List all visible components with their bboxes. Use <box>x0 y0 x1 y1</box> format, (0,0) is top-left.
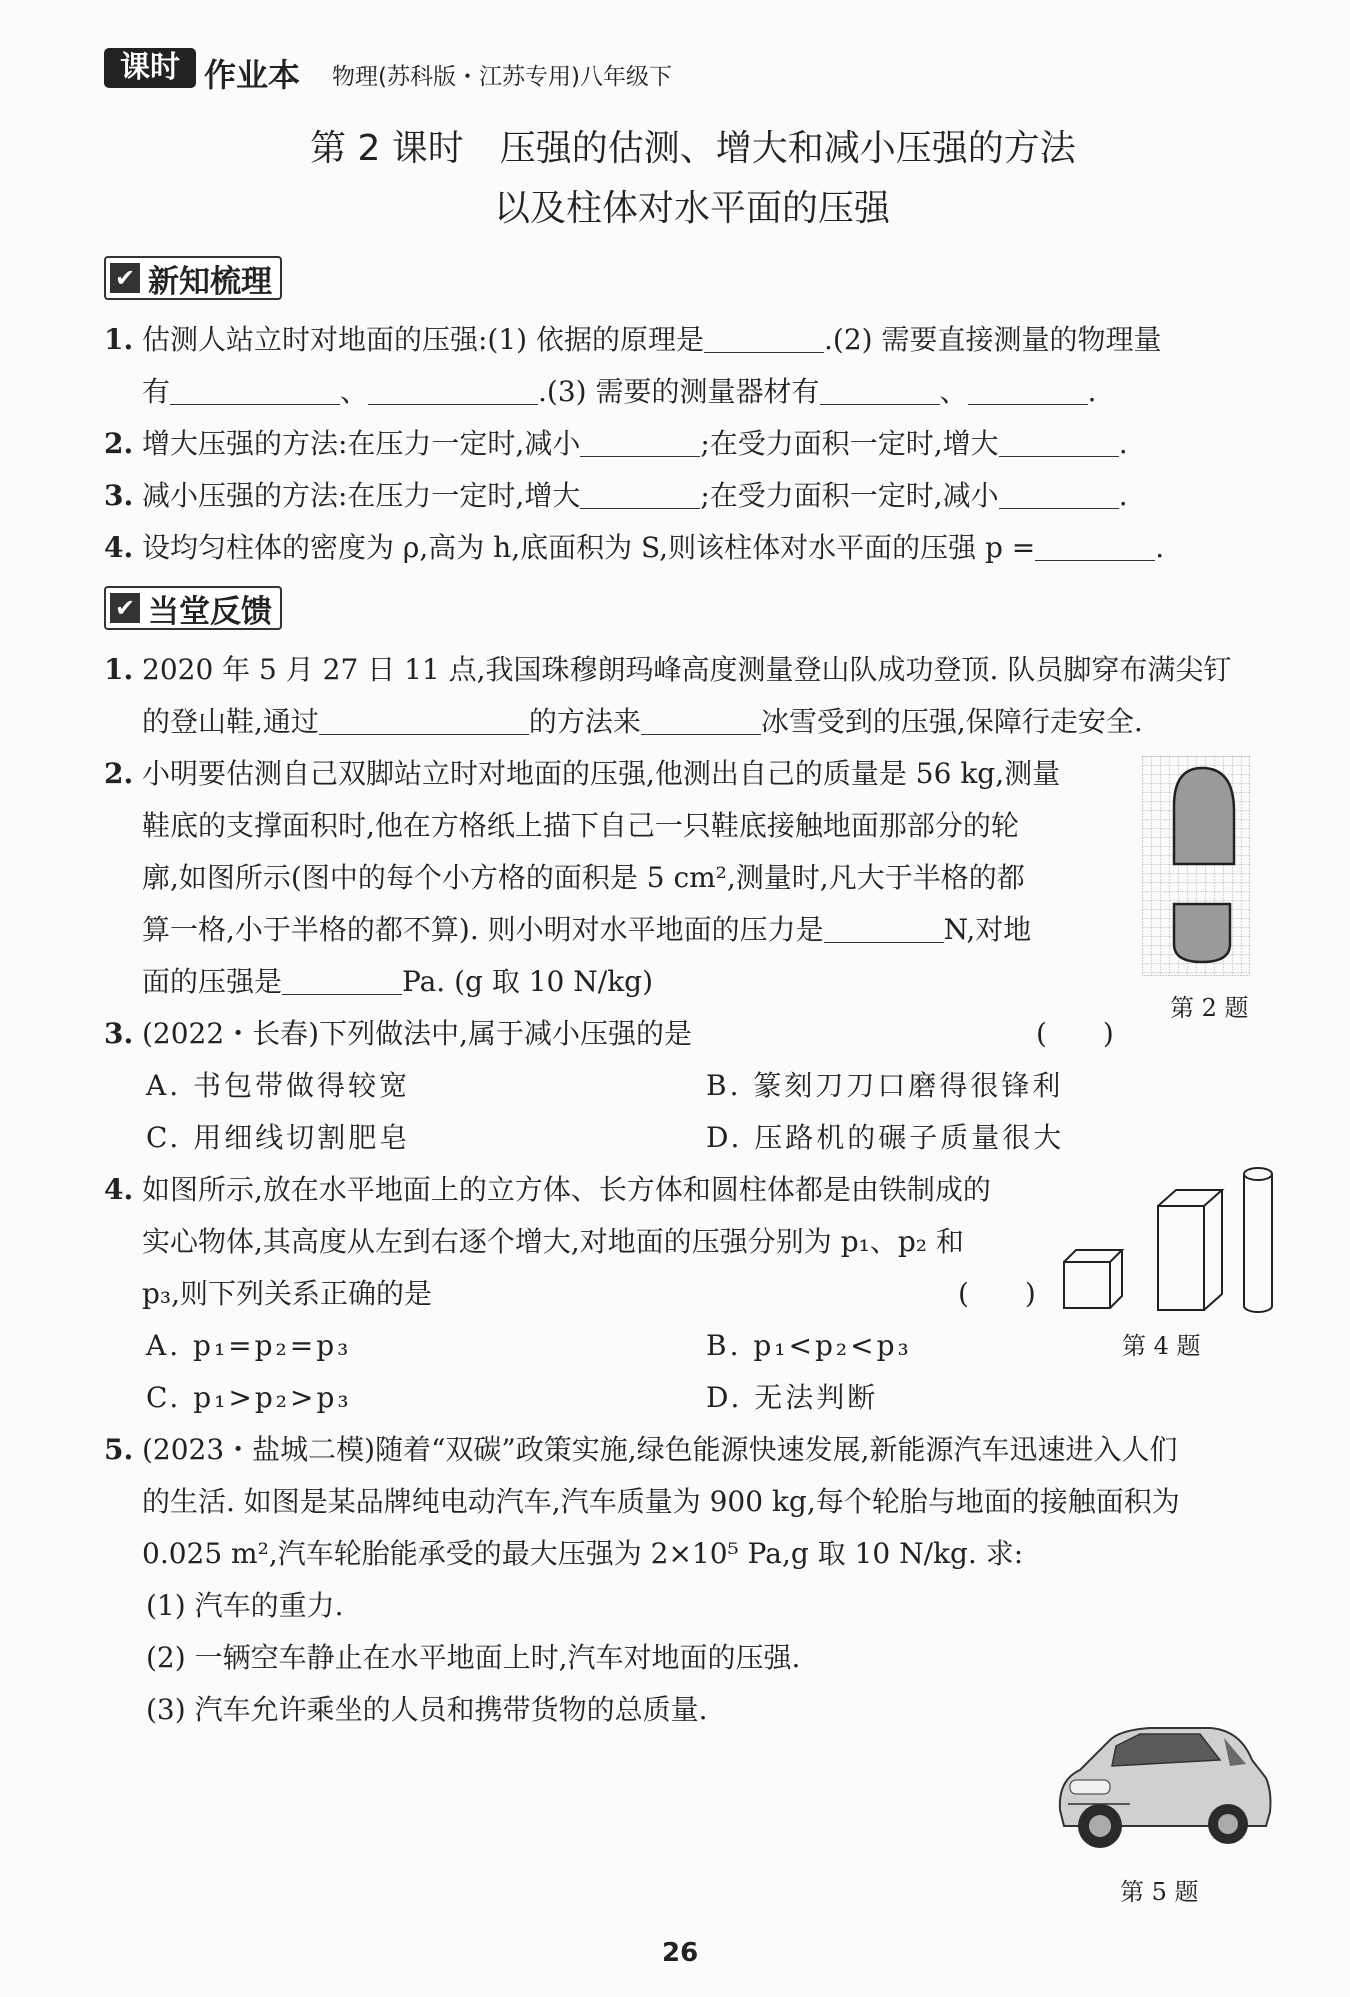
answer-blank[interactable] <box>968 378 1088 405</box>
section-label: 当堂反馈 <box>148 593 272 630</box>
answer-paren[interactable]: ( ) <box>958 1277 1036 1310</box>
answer-blank[interactable] <box>641 708 761 735</box>
option-d[interactable]: D. 无法判断 <box>706 1381 879 1414</box>
answer-blank[interactable] <box>580 482 700 509</box>
s2-q4-line2: 实心物体,其高度从左到右逐个增大,对地面的压强分别为 p₁、p₂ 和 <box>142 1225 964 1258</box>
question-number: 2. <box>104 427 134 460</box>
s2-q3-stem: (2022・长春)下列做法中,属于减小压强的是 <box>142 1017 693 1050</box>
electric-car-figure <box>1040 1700 1280 1860</box>
shoe-sole-grid-figure <box>1142 756 1250 976</box>
s1-q3: 减小压强的方法:在压力一定时,增大 ;在受力面积一定时,减小 . <box>142 479 1128 512</box>
s1-q2: 增大压强的方法:在压力一定时,减小 ;在受力面积一定时,增大 . <box>142 427 1128 460</box>
answer-blank[interactable] <box>368 378 538 405</box>
question-number: 4. <box>104 531 134 564</box>
solids-figure <box>1058 1160 1284 1320</box>
s2-q4-line1: 如图所示,放在水平地面上的立方体、长方体和圆柱体都是由铁制成的 <box>142 1173 991 1206</box>
s1-q1-line2: 有 、 .(3) 需要的测量器材有 、 . <box>142 375 1097 408</box>
s2-q2-line5: 面的压强是 Pa. (g 取 10 N/kg) <box>142 965 654 998</box>
answer-blank[interactable] <box>1035 534 1155 561</box>
option-a[interactable]: A. 书包带做得较宽 <box>146 1069 411 1102</box>
s2-q2-line1: 小明要估测自己双脚站立时对地面的压强,他测出自己的质量是 56 kg,测量 <box>142 757 1061 790</box>
s2-q5-sub2: (2) 一辆空车静止在水平地面上时,汽车对地面的压强. <box>146 1641 801 1674</box>
question-number: 1. <box>104 653 134 686</box>
s2-q2-line2: 鞋底的支撑面积时,他在方格纸上描下自己一只鞋底接触地面那部分的轮 <box>142 809 1019 842</box>
section-header-new-knowledge <box>104 256 282 300</box>
option-c[interactable]: C. 用细线切割肥皂 <box>146 1121 411 1154</box>
page-number: 26 <box>662 1938 699 1968</box>
answer-blank[interactable] <box>999 430 1119 457</box>
s2-q1-line2: 的登山鞋,通过 的方法来 冰雪受到的压强,保障行走安全. <box>142 705 1143 738</box>
s1-q1-line1: 估测人站立时对地面的压强:(1) 依据的原理是 .(2) 需要直接测量的物理量 <box>142 323 1162 356</box>
s2-q1-line1: 2020 年 5 月 27 日 11 点,我国珠穆朗玛峰高度测量登山队成功登顶. 队员脚穿布满尖钉 <box>142 653 1232 686</box>
lesson-title-line1: 第 2 课时 压强的估测、增大和减小压强的方法 <box>310 128 1076 169</box>
answer-blank[interactable] <box>282 968 402 995</box>
s2-q4-line3: p₃,则下列关系正确的是 <box>142 1277 433 1310</box>
option-b[interactable]: B. 篆刻刀刀口磨得很锋利 <box>706 1069 1064 1102</box>
s1-q4: 设均匀柱体的密度为 ρ,高为 h,底面积为 S,则该柱体对水平面的压强 p = . <box>142 531 1165 564</box>
lesson-title-line2: 以及柱体对水平面的压强 <box>494 188 891 229</box>
book-subtitle: 物理(苏科版・江苏专用)八年级下 <box>332 64 672 90</box>
s2-q5-line2: 的生活. 如图是某品牌纯电动汽车,汽车质量为 900 kg,每个轮胎与地面的接触面积为 <box>142 1485 1180 1518</box>
answer-blank[interactable] <box>820 378 940 405</box>
answer-blank[interactable] <box>704 326 824 353</box>
s2-q2-line3: 廓,如图所示(图中的每个小方格的面积是 5 cm²,测量时,凡大于半格的都 <box>142 861 1025 894</box>
question-number: 3. <box>104 1017 134 1050</box>
s2-q5-sub1: (1) 汽车的重力. <box>146 1589 344 1622</box>
answer-blank[interactable] <box>170 378 340 405</box>
answer-paren[interactable]: ( ) <box>1036 1017 1114 1050</box>
s2-q5-sub3: (3) 汽车允许乘坐的人员和携带货物的总质量. <box>146 1693 708 1726</box>
question-number: 1. <box>104 323 134 356</box>
section-label: 新知梳理 <box>148 263 272 300</box>
s2-q5-line1: (2023・盐城二模)随着“双碳”政策实施,绿色能源快速发展,新能源汽车迅速进入人们 <box>142 1433 1178 1466</box>
option-c[interactable]: C. p₁>p₂>p₃ <box>146 1381 352 1414</box>
answer-blank[interactable] <box>580 430 700 457</box>
option-b[interactable]: B. p₁<p₂<p₃ <box>706 1329 912 1362</box>
section-header-class-feedback <box>104 586 282 630</box>
answer-blank[interactable] <box>824 916 944 943</box>
option-a[interactable]: A. p₁=p₂=p₃ <box>146 1329 352 1362</box>
header-logo: 课时 <box>104 48 196 88</box>
check-icon: ✔ <box>110 593 140 623</box>
question-number: 4. <box>104 1173 134 1206</box>
option-d[interactable]: D. 压路机的碾子质量很大 <box>706 1121 1065 1154</box>
figure-caption-4: 第 4 题 <box>1122 1332 1201 1360</box>
answer-blank[interactable] <box>999 482 1119 509</box>
figure-caption-5: 第 5 题 <box>1120 1878 1199 1906</box>
figure-caption-2: 第 2 题 <box>1170 994 1249 1022</box>
s2-q5-line3: 0.025 m²,汽车轮胎能承受的最大压强为 2×10⁵ Pa,g 取 10 N/kg. 求: <box>142 1537 1024 1570</box>
answer-blank[interactable] <box>319 708 529 735</box>
book-title: 作业本 <box>204 56 301 94</box>
s2-q2-line4: 算一格,小于半格的都不算). 则小明对水平地面的压力是 N,对地 <box>142 913 1032 946</box>
question-number: 3. <box>104 479 134 512</box>
check-icon: ✔ <box>110 263 140 293</box>
question-number: 5. <box>104 1433 134 1466</box>
question-number: 2. <box>104 757 134 790</box>
